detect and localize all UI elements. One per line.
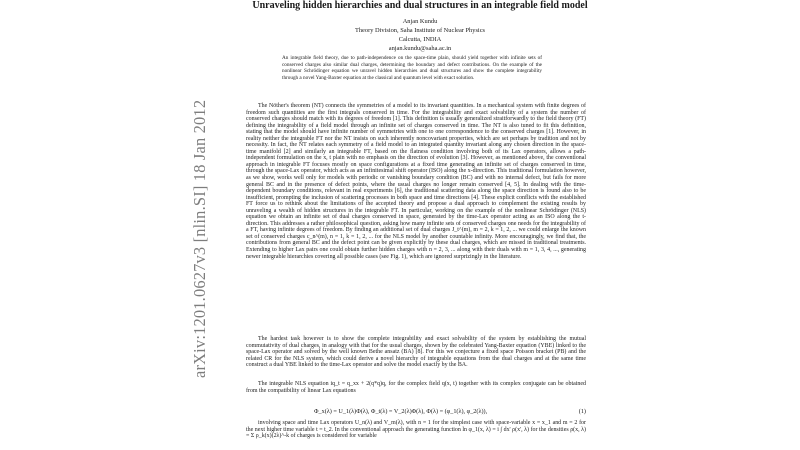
paper-title: Unraveling hidden hierarchies and dual structures in an integrable field model <box>252 0 588 11</box>
body-paragraph-2: The hardest task however is to show the complete integrability and exact solvability of the system by establishing the mutual commutativity of dual charges, in analogy with that for the usual charges, shown by the celebrated Yang-Baxter equation (YBE) linked to the space-Lax operator and solved by the well known Bethe ansatz (BA) [8]. For this we conjecture a fixed space Poisson bracket (PB) and the related CR for the NLS system, which could derive a novel hierarchy of integrable equations from the dual charges and at the same time construct a dual YBE linked to the time-Lax operator and solve the model exactly by the BA. <box>246 336 586 369</box>
body-paragraph-3: The integrable NLS equation iq_t = q_xx + 2(q*q)q, for the complex field q(x, t) together with its complex conjugate can be obtained from the compatibility of linear Lax equations <box>246 381 586 394</box>
equation-expression: Φ_x(λ) = U_1(λ)Φ(λ), Φ_t(λ) = V_2(λ)Φ(λ), Φ(λ) = (φ_1(λ), φ_2(λ)), <box>314 408 488 415</box>
body-paragraph-4: involving space and time Lax operators U_n(λ) and V_m(λ), with n = 1 for the simplest case with space-variable x = x_1 and m = 2 for the next higher time variable t = t_2. In the conventional approach the generating function ln φ_1(x, λ) = i ∫ dx' ρ(x', λ) for the densities ρ(x, λ) = Σ ρ_k(x)(2λ)^-k of charges is considered for variable <box>246 420 586 440</box>
abstract: An integrable field theory, due to path-independence on the space-time plain, should yield together with infinite sets of conserved charges also similar dual charges, determining the boundary and defect contributions. On the example of the nonlinear Schrödinger equation we unravel hidden hierarchies and dual structures and show the complete integrability through a novel Yang-Baxter equation at the classical and quantum level with exact solution. <box>282 55 542 81</box>
author-city: Calcutta, INDIA <box>398 36 442 43</box>
lax-equation <box>246 408 586 417</box>
body-paragraph-1: The Nöther's theorem (NT) connects the symmetries of a model to its invariant quantities. In a mechanical system with finite degrees of freedom such quantities are the first integrals conserved in time. For the integrability and exact solvability of a system the number of conserved charges should match with its degrees of freedom [1]. This definition is usually generalized straitforwardly to the field theory (FT) defining the integrability of a field model through an infinite set of charges conserved in time. The NT is also tuned to fit this definition, stating that the model should have infinite number of symmetries with one to one correspondence to the conserved charges [1]. However, in reality neither the integrable FT nor the NT insists on such inherently noncovariant properties, which are set perhaps by tradition and not by necessity. In fact, the NT relates each symmetry of a field model to an integrated quantity invariant along any chosen direction in the space-time manifold [2] and similarly an integrable FT, based on the flatness condition involving both of its Lax operators, allows a path-independent formulation on the x, t plain with no emphasis on the direction of evolution [3]. However, as mentioned above, the conventional approach in integrable FT focuses mostly on space configurations at a fixed time generating an infinite set of charges conserved in time, through the space-Lax operator, which acts as an infinitesimal shift operator (ISO) along the x-direction. This traditional formulation however, as we show, works well only for models with periodic or vanishing boundary condition (BC) and with no internal defect, but fails for more general BC and in the presence of defect points, where the usual charges no longer remain conserved [4, 5]. In dealing with the time-dependent boundary conditions, relevant in real experiments [6], the traditional scattering data along the space direction is found also to be insufficient, prompting the inclusion of scattering processes in both space and time directions [4]. These explicit conflicts with the established FT force us to rethink about the limitations of the accepted theory and propose a dual approach to complement the existing results by unraveling a wealth of hidden structures in the integrable FT. In particular, working on the example of the nonlinear Schrödinger (NLS) equation we obtain an infinite set of dual charges conserved in space, generated by the time-Lax operator acting as an ISO along the t-direction. This addresses a rather philosophical question, asking how many infinite sets of conserved charges one needs for the integrability of a FT, having infinite degrees of freedom. By finding an additional set of dual charges J_t^(m), m = 2, k = 1, 2, ... we could enlarge the known set of conserved charges c_n^(m), n = 1, k = 1, 2, ... for the NLS model by another countable infinity. More encouragingly, we find that, the contributions from general BC and the defect point can be given explicitly by these dual charges, which are missed in traditional treatments. Extending to higher Lax pairs one could obtain further hidden charges with n = 2, 3, ... along with their duals with m = 1, 3, 4, ..., generating newer integrable hierarchies covering all possible cases (see Fig. 1), which are ignored surprizingly in the literature. <box>246 103 586 260</box>
author-affiliation: Theory Division, Saha Institute of Nuclear Physics <box>354 27 486 34</box>
arxiv-identifier-stamp: arXiv:1201.0627v3 [nlin.SI] 18 Jan 2012 <box>190 99 209 378</box>
equation-number: (1) <box>578 408 586 415</box>
author-email: anjan.kundu@saha.ac.in <box>388 45 452 52</box>
author-name: Anjan Kundu <box>402 18 438 25</box>
